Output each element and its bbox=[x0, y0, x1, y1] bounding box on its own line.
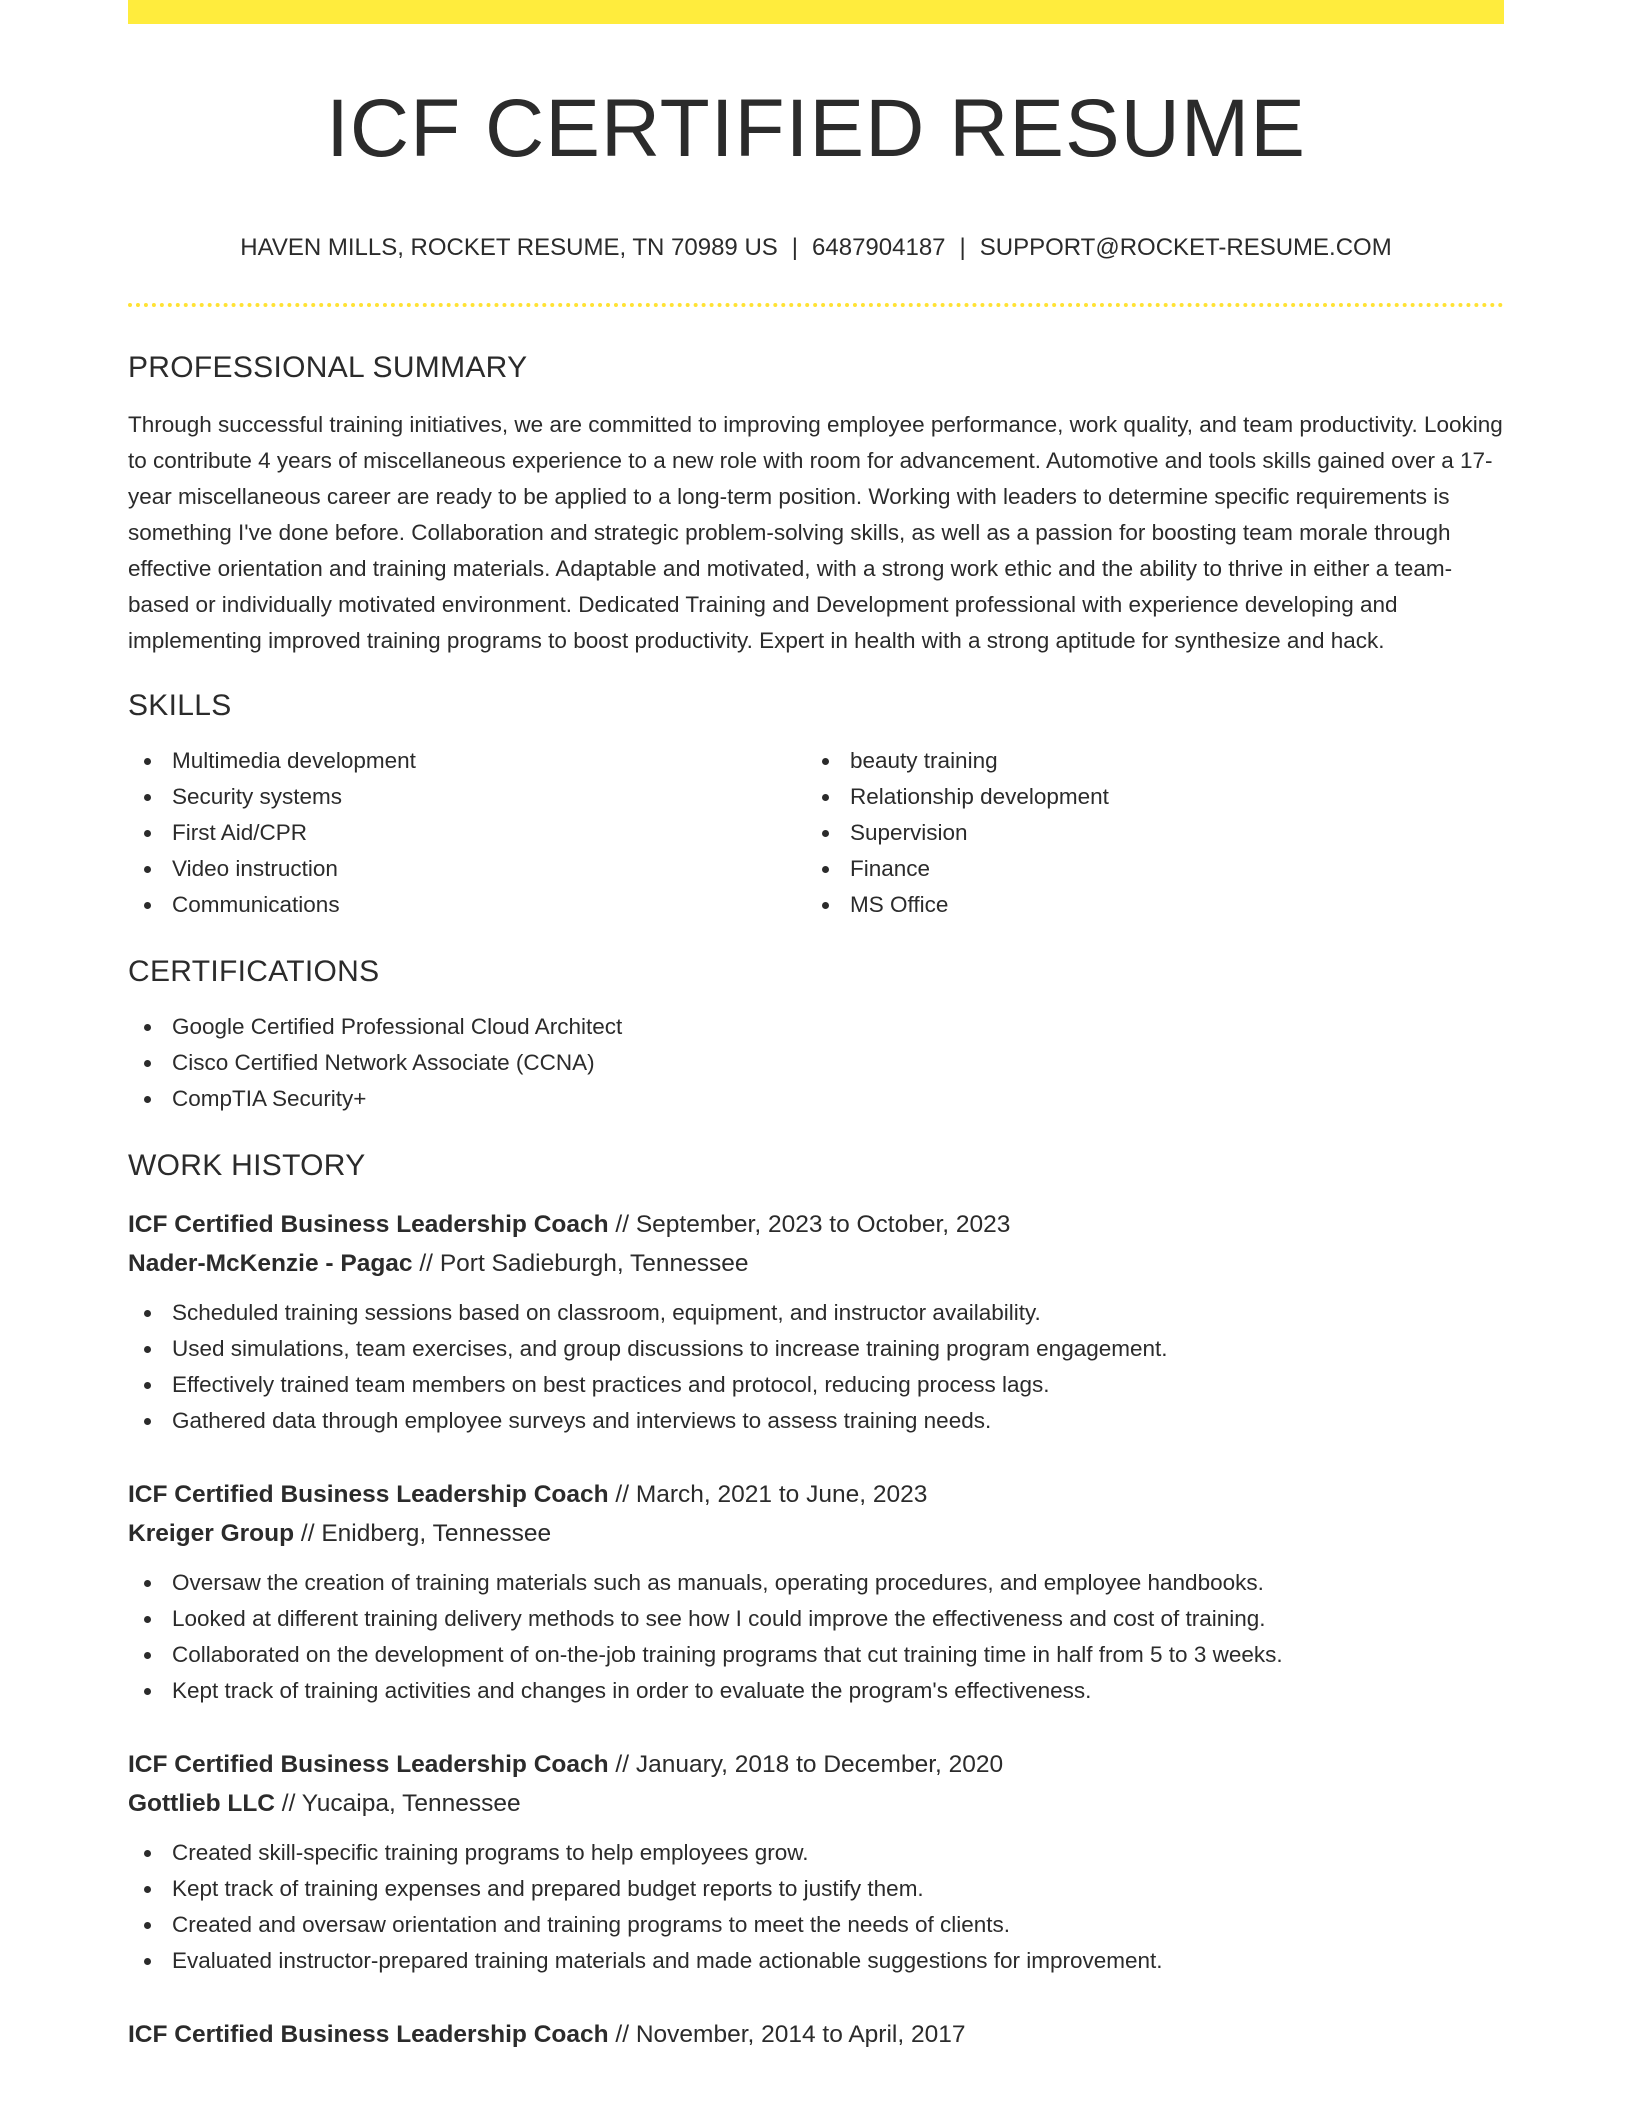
job-bullet: Created skill-specific training programs to help employees grow. bbox=[128, 1835, 1504, 1871]
skill-item: Supervision bbox=[806, 815, 1484, 851]
job-entry bbox=[128, 1205, 1504, 1439]
skill-item: MS Office bbox=[806, 887, 1484, 923]
job-bullet: Evaluated instructor-prepared training materials and made actionable suggestions for improvement. bbox=[128, 1943, 1504, 1979]
job-bullet: Scheduled training sessions based on classroom, equipment, and instructor availability. bbox=[128, 1295, 1504, 1331]
job-separator: // bbox=[615, 2020, 630, 2048]
job-location: Enidberg, Tennessee bbox=[321, 1519, 552, 1547]
job-title-line bbox=[128, 1475, 1504, 1514]
skill-item: Finance bbox=[806, 851, 1484, 887]
skill-item: Communications bbox=[128, 887, 806, 923]
skills-left-list bbox=[128, 743, 806, 923]
job-separator: // bbox=[300, 1519, 315, 1547]
job-company: Kreiger Group bbox=[128, 1519, 295, 1547]
job-title-line bbox=[128, 2015, 1504, 2054]
job-title: ICF Certified Business Leadership Coach bbox=[128, 1480, 609, 1508]
job-bullets bbox=[128, 1565, 1504, 1709]
job-location: Yucaipa, Tennessee bbox=[301, 1789, 521, 1817]
job-title: ICF Certified Business Leadership Coach bbox=[128, 1750, 609, 1778]
skill-item: Relationship development bbox=[806, 779, 1484, 815]
certification-item: Google Certified Professional Cloud Architect bbox=[128, 1009, 1504, 1045]
job-location: Port Sadieburgh, Tennessee bbox=[439, 1249, 749, 1277]
certification-item: CompTIA Security+ bbox=[128, 1081, 1504, 1117]
contact-address: HAVEN MILLS, ROCKET RESUME, TN 70989 US bbox=[240, 234, 778, 262]
job-bullet: Gathered data through employee surveys and interviews to assess training needs. bbox=[128, 1403, 1504, 1439]
job-entry bbox=[128, 1475, 1504, 1709]
skills-heading: SKILLS bbox=[128, 688, 232, 722]
job-company-line bbox=[128, 1784, 1504, 1823]
job-entry bbox=[128, 2015, 1504, 2054]
job-title-line bbox=[128, 1205, 1504, 1244]
skills-columns bbox=[128, 743, 1504, 923]
work-history-heading: WORK HISTORY bbox=[128, 1148, 366, 1182]
job-company-line bbox=[128, 1514, 1504, 1553]
contact-email: SUPPORT@ROCKET-RESUME.COM bbox=[979, 234, 1392, 262]
job-separator: // bbox=[615, 1750, 630, 1778]
header-divider bbox=[128, 303, 1504, 307]
job-separator: // bbox=[281, 1789, 296, 1817]
contact-line bbox=[128, 234, 1504, 263]
skill-item: Multimedia development bbox=[128, 743, 806, 779]
job-bullets bbox=[128, 1295, 1504, 1439]
resume-page bbox=[128, 0, 1504, 2054]
job-dates: November, 2014 to April, 2017 bbox=[635, 2020, 966, 2048]
skill-item: beauty training bbox=[806, 743, 1484, 779]
job-title-line bbox=[128, 1745, 1504, 1784]
job-separator: // bbox=[615, 1210, 630, 1238]
skill-item: Security systems bbox=[128, 779, 806, 815]
job-company: Gottlieb LLC bbox=[128, 1789, 275, 1817]
job-dates: September, 2023 to October, 2023 bbox=[635, 1210, 1011, 1238]
contact-separator: | bbox=[959, 234, 966, 262]
job-bullet: Looked at different training delivery methods to see how I could improve the effectiveness and cost of training. bbox=[128, 1601, 1504, 1637]
job-bullet: Collaborated on the development of on-the-job training programs that cut training time in half from 5 to 3 weeks. bbox=[128, 1637, 1504, 1673]
job-bullet: Oversaw the creation of training materials such as manuals, operating procedures, and employee handbooks. bbox=[128, 1565, 1504, 1601]
summary-text: Through successful training initiatives, we are committed to improving employee performance, work quality, and team productivity. Looking to contribute 4 years of miscellaneous experience to a new role with room for advancement. Automotive and tools skills gained over a 17-year miscellaneous career are ready to be applied to a long-term position. Working with leaders to determine specific requirements is something I've done before. Collaboration and strategic problem-solving skills, as well as a passion for boosting team morale through effective orientation and training materials. Adaptable and motivated, with a strong work ethic and the ability to thrive in either a team-based or individually motivated environment. Dedicated Training and Development professional with experience developing and implementing improved training programs to boost productivity. Expert in health with a strong aptitude for synthesize and hack. bbox=[128, 411, 1503, 653]
job-dates: January, 2018 to December, 2020 bbox=[635, 1750, 1004, 1778]
certifications-heading: CERTIFICATIONS bbox=[128, 954, 380, 988]
job-bullet: Used simulations, team exercises, and group discussions to increase training program engagement. bbox=[128, 1331, 1504, 1367]
job-company-line bbox=[128, 1244, 1504, 1283]
skill-item: Video instruction bbox=[128, 851, 806, 887]
certification-item: Cisco Certified Network Associate (CCNA) bbox=[128, 1045, 1504, 1081]
job-title: ICF Certified Business Leadership Coach bbox=[128, 2020, 609, 2048]
contact-phone: 6487904187 bbox=[812, 234, 946, 262]
job-bullet: Kept track of training activities and changes in order to evaluate the program's effectiveness. bbox=[128, 1673, 1504, 1709]
skills-right-list bbox=[806, 743, 1484, 923]
job-separator: // bbox=[419, 1249, 433, 1277]
job-title: ICF Certified Business Leadership Coach bbox=[128, 1210, 609, 1238]
job-bullet: Kept track of training expenses and prepared budget reports to justify them. bbox=[128, 1871, 1504, 1907]
job-bullet: Effectively trained team members on best practices and protocol, reducing process lags. bbox=[128, 1367, 1504, 1403]
skill-item: First Aid/CPR bbox=[128, 815, 806, 851]
job-dates: March, 2021 to June, 2023 bbox=[635, 1480, 928, 1508]
summary-heading: PROFESSIONAL SUMMARY bbox=[128, 350, 528, 384]
accent-bar bbox=[128, 0, 1504, 24]
job-company: Nader-McKenzie - Pagac bbox=[128, 1249, 413, 1277]
contact-separator: | bbox=[791, 234, 799, 262]
resume-name: ICF CERTIFIED RESUME bbox=[326, 83, 1306, 174]
certifications-list bbox=[128, 1009, 1504, 1117]
job-bullet: Created and oversaw orientation and training programs to meet the needs of clients. bbox=[128, 1907, 1504, 1943]
job-entry bbox=[128, 1745, 1504, 1979]
job-separator: // bbox=[615, 1480, 630, 1508]
job-bullets bbox=[128, 1835, 1504, 1979]
